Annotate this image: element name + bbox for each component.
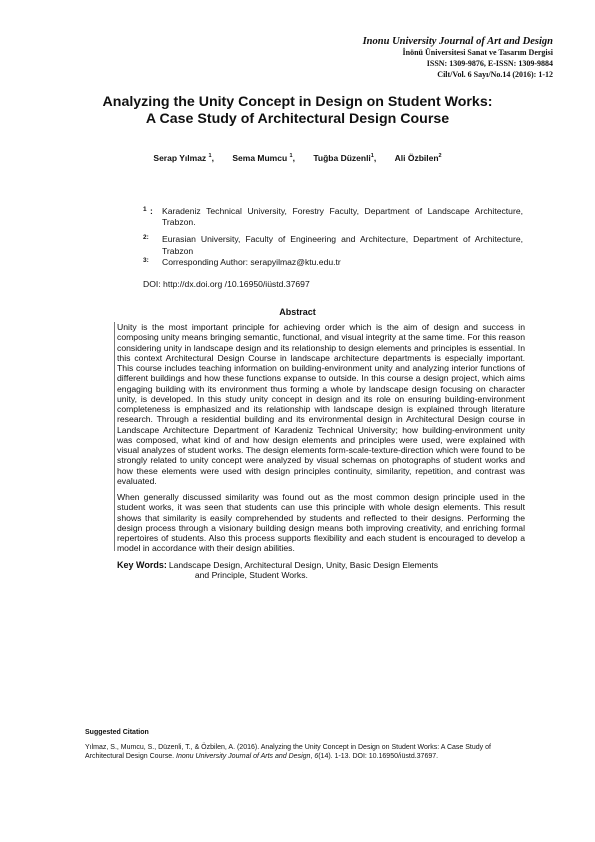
abstract-body	[114, 322, 525, 581]
author	[313, 153, 376, 163]
author-separator: ,	[292, 153, 295, 163]
citation-authors-title: Yılmaz, S., Mumcu, S., Düzenli, T., & Özbilen, A. (2016). Analyzing the Unity Concept in Design on Student Works: A Case Study of Architectural Design Course.	[85, 744, 491, 760]
affiliation-text: Eurasian University, Faculty of Engineering and Architecture, Department of Architecture, Trabzon	[162, 234, 523, 256]
author	[232, 153, 295, 163]
citation-journal: Inonu University Journal of Arts and Design	[176, 753, 311, 760]
journal-title: Inonu University Journal of Art and Design	[362, 36, 553, 47]
author-affiliation-mark: 1	[370, 153, 374, 159]
journal-volume: Cilt/Vol. 6 Sayı/No.14 (2016): 1-12	[437, 70, 553, 79]
keywords-label: Key Words:	[117, 559, 167, 570]
doi-line: DOI: http://dx.doi.org /10.16950/iüstd.37697	[143, 279, 310, 289]
author-affiliation-mark: 1	[208, 153, 212, 159]
author	[153, 153, 214, 163]
journal-issn: ISSN: 1309-9876, E-ISSN: 1309-9884	[426, 59, 553, 68]
affiliations	[143, 206, 523, 268]
keywords-line: Landscape Design, Architectural Design, Unity, Basic Design Elements	[168, 559, 439, 570]
citation-volume: 6	[314, 753, 319, 760]
citation-separator: ,	[310, 753, 315, 760]
affiliation-number: 2:	[143, 234, 149, 242]
affiliation-1	[143, 206, 523, 228]
paper-title: Analyzing the Unity Concept in Design on Student Works: A Case Study of Architectural Design Course	[102, 94, 493, 127]
affiliation-colon: :	[150, 206, 153, 216]
author-name: Ali Özbilen	[394, 153, 439, 163]
journal-subtitle: İnönü Üniversitesi Sanat ve Tasarım Dergisi	[402, 48, 553, 57]
abstract-border	[114, 322, 115, 551]
suggested-citation	[85, 743, 525, 761]
corresponding-author-text: Corresponding Author: serapyilmaz@ktu.edu.tr	[162, 256, 341, 267]
abstract-paragraph: When generally discussed similarity was found out as the most common design principle used in the student works, it was seen that students can use this principle with whole design elements. This result shows that similarity is easily comprehended by students and reflected to their designs. Performing the design process through a visionary building design means both improving creativity, and enriching formal repertoires of students. Also this process supports flexibility and each student is encouraged to develop a model in accordance with their design abilities.	[117, 492, 525, 554]
keywords-text	[167, 560, 438, 581]
affiliation-number: 1	[143, 206, 147, 213]
affiliation-number: 3:	[143, 256, 149, 264]
author-list	[0, 153, 595, 163]
author-name: Tuğba Düzenli	[313, 153, 371, 163]
affiliation-text: Karadeniz Technical University, Forestry Faculty, Department of Landscape Architecture, Trabzon.	[162, 206, 523, 228]
citation-heading: Suggested Citation	[85, 729, 149, 736]
abstract-heading: Abstract	[279, 307, 316, 317]
journal-header	[233, 36, 553, 80]
abstract-paragraph: Unity is the most important principle for achieving order which is the aim of design and success in composing unity means bringing semantic, functional, and visual integrity at the same time. For this reason considering unity in landscape design and its relationship to design elements and principles is essential. In this context Architectural Design Course in landscape architecture departments is especially important. This course includes teaching information on building-environment unity and analyzing interior functions of different buildings and how these functions expanse to outside. In this course a design project, which aims engaging building with its environment thus forming a whole by landscape design focusing on character unity, is developed. In this study unity concept in design and its role on ensuring building-environment completeness is emphasized and its relationship with landscape design is explained through literature research. Through a residential building and its environmental design in Architectural Design course in Landscape Architecture Department of Karadeniz Technical University; how building-environment unity was composed, what kind of and how design elements and principles were used, were explained with visual analyzes of student works. The design elements form-scale-texture-direction which were found to be strongly related to unity concept were analyzed by visual schemas on photographs of student works and how these elements were used with design principles continuity, similarity, repetition, and contrast was evaluated.	[117, 322, 525, 486]
keywords-line: and Principle, Student Works.	[194, 570, 308, 580]
author-separator: ,	[373, 153, 377, 163]
author	[395, 153, 442, 163]
author-name: Serap Yılmaz	[153, 153, 207, 163]
author-separator: ,	[211, 153, 214, 163]
author-name: Sema Mumcu	[232, 153, 288, 163]
keywords	[114, 560, 525, 581]
corresponding-author	[143, 257, 523, 268]
author-affiliation-mark: 2	[438, 153, 442, 159]
citation-pages-doi: (14). 1-13. DOI: 10.16950/iüstd.37697.	[318, 753, 439, 760]
affiliation-2	[143, 234, 523, 256]
author-affiliation-mark: 1	[289, 153, 293, 159]
